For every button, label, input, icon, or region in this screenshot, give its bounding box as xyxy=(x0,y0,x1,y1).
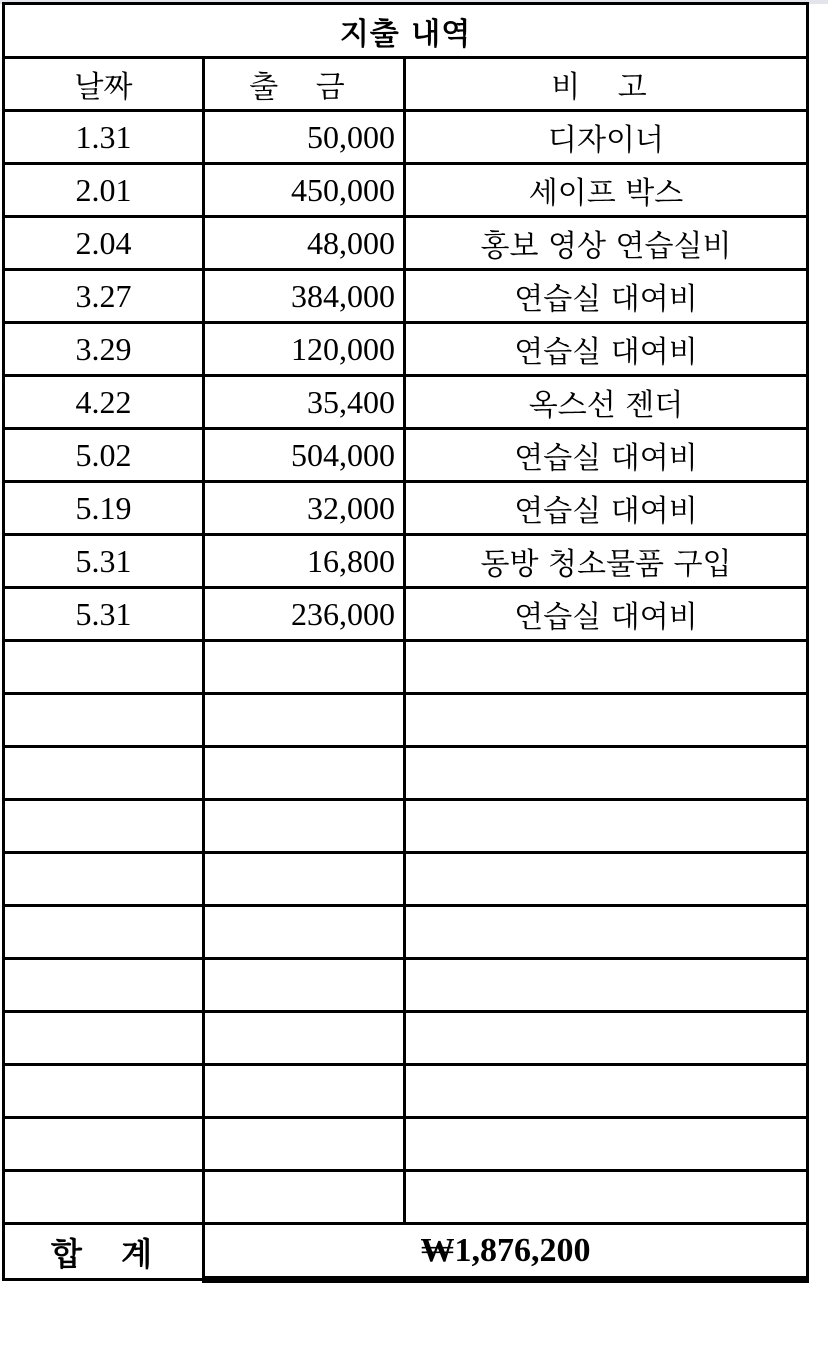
cell-note xyxy=(405,906,808,959)
cell-date xyxy=(4,641,204,694)
table-row-empty xyxy=(4,747,808,800)
expense-table-body xyxy=(4,4,808,1280)
cell-amount xyxy=(204,906,405,959)
cell-note xyxy=(405,959,808,1012)
table-row xyxy=(4,217,808,270)
cell-amount: 16,800 xyxy=(204,535,405,588)
header-amount: 출 금 xyxy=(204,58,405,111)
table-row xyxy=(4,376,808,429)
expense-table xyxy=(2,2,809,1283)
cell-note: 연습실 대여비 xyxy=(405,588,808,641)
table-row-empty xyxy=(4,1118,808,1171)
header-note: 비 고 xyxy=(405,58,808,111)
table-row-empty xyxy=(4,853,808,906)
cell-note xyxy=(405,1118,808,1171)
cell-date xyxy=(4,1065,204,1118)
cell-amount xyxy=(204,694,405,747)
cell-date: 3.29 xyxy=(4,323,204,376)
cell-date xyxy=(4,959,204,1012)
cell-amount: 450,000 xyxy=(204,164,405,217)
cell-amount: 120,000 xyxy=(204,323,405,376)
cell-note xyxy=(405,747,808,800)
cell-amount xyxy=(204,1012,405,1065)
table-row xyxy=(4,270,808,323)
table-row xyxy=(4,429,808,482)
cell-note: 옥스선 젠더 xyxy=(405,376,808,429)
header-row xyxy=(4,58,808,111)
cell-date xyxy=(4,906,204,959)
table-row xyxy=(4,588,808,641)
cell-note xyxy=(405,800,808,853)
table-row xyxy=(4,323,808,376)
cell-amount xyxy=(204,800,405,853)
cell-date: 5.19 xyxy=(4,482,204,535)
table-row xyxy=(4,164,808,217)
cell-date xyxy=(4,747,204,800)
cell-date xyxy=(4,1118,204,1171)
total-label: 합 계 xyxy=(4,1224,204,1280)
cell-note: 디자이너 xyxy=(405,111,808,164)
cell-amount xyxy=(204,1171,405,1224)
table-row xyxy=(4,535,808,588)
cell-amount: 48,000 xyxy=(204,217,405,270)
cell-date: 5.31 xyxy=(4,535,204,588)
table-row xyxy=(4,482,808,535)
cell-amount: 504,000 xyxy=(204,429,405,482)
cell-note xyxy=(405,694,808,747)
cell-note: 홍보 영상 연습실비 xyxy=(405,217,808,270)
cell-note xyxy=(405,853,808,906)
table-row-empty xyxy=(4,906,808,959)
table-row-empty xyxy=(4,1065,808,1118)
table-row-empty xyxy=(4,959,808,1012)
cell-note: 연습실 대여비 xyxy=(405,429,808,482)
cell-note: 연습실 대여비 xyxy=(405,323,808,376)
cell-amount xyxy=(204,959,405,1012)
cell-note xyxy=(405,1065,808,1118)
cell-note: 세이프 박스 xyxy=(405,164,808,217)
cell-note xyxy=(405,1012,808,1065)
total-row xyxy=(4,1224,808,1280)
cell-date xyxy=(4,1012,204,1065)
total-value: ₩1,876,200 xyxy=(204,1224,808,1280)
table-title: 지출 내역 xyxy=(4,4,808,58)
cell-note: 동방 청소물품 구입 xyxy=(405,535,808,588)
table-row xyxy=(4,111,808,164)
cell-date xyxy=(4,853,204,906)
cell-date: 4.22 xyxy=(4,376,204,429)
cell-date: 3.27 xyxy=(4,270,204,323)
cell-date: 5.02 xyxy=(4,429,204,482)
cell-date: 2.04 xyxy=(4,217,204,270)
cell-amount: 384,000 xyxy=(204,270,405,323)
table-row-empty xyxy=(4,641,808,694)
cell-amount: 32,000 xyxy=(204,482,405,535)
cell-note: 연습실 대여비 xyxy=(405,482,808,535)
cell-note xyxy=(405,1171,808,1224)
table-row-empty xyxy=(4,1171,808,1224)
cell-amount: 35,400 xyxy=(204,376,405,429)
cell-amount xyxy=(204,853,405,906)
cell-date xyxy=(4,694,204,747)
table-row-empty xyxy=(4,694,808,747)
cell-note: 연습실 대여비 xyxy=(405,270,808,323)
cell-amount xyxy=(204,1118,405,1171)
cell-amount: 50,000 xyxy=(204,111,405,164)
header-date: 날짜 xyxy=(4,58,204,111)
cell-note xyxy=(405,641,808,694)
table-row-empty xyxy=(4,800,808,853)
title-row xyxy=(4,4,808,58)
cell-date xyxy=(4,1171,204,1224)
cell-date: 2.01 xyxy=(4,164,204,217)
cell-date: 1.31 xyxy=(4,111,204,164)
table-row-empty xyxy=(4,1012,808,1065)
cell-date xyxy=(4,800,204,853)
cell-date: 5.31 xyxy=(4,588,204,641)
cell-amount xyxy=(204,641,405,694)
cell-amount: 236,000 xyxy=(204,588,405,641)
cell-amount xyxy=(204,747,405,800)
cell-amount xyxy=(204,1065,405,1118)
